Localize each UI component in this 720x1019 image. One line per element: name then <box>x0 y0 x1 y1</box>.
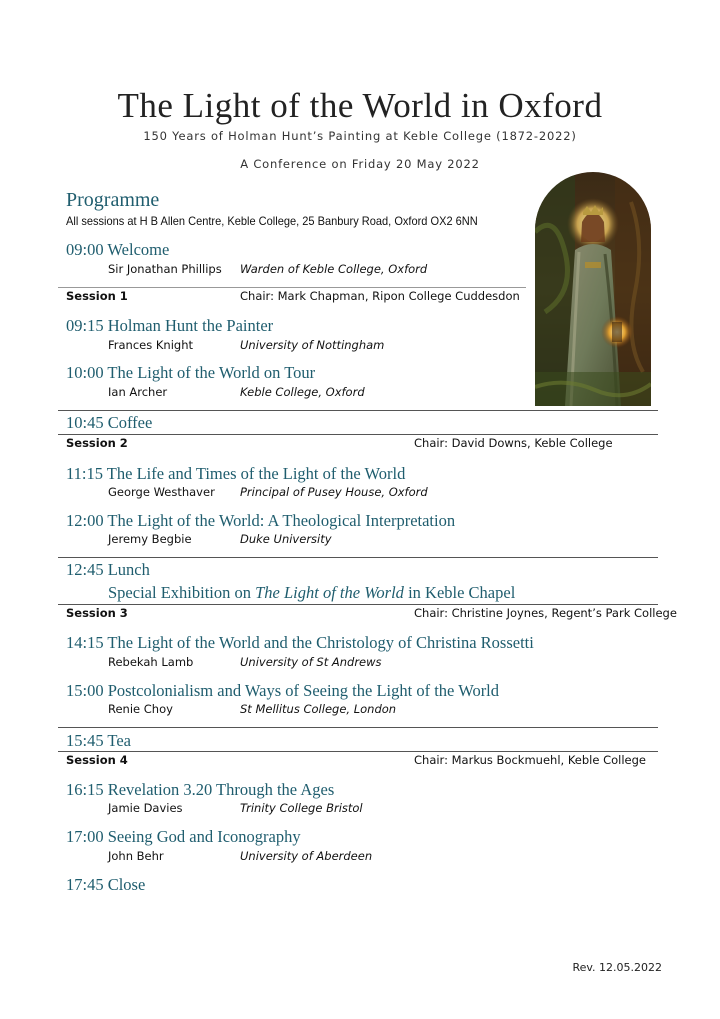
close-item: 17:45 Close <box>66 875 146 894</box>
talk-title: 14:15 The Light of the World and the Christology of Christina Rossetti <box>66 633 534 652</box>
talk-affiliation: University of Nottingham <box>240 338 385 352</box>
session-1-chair: Chair: Mark Chapman, Ripon College Cuddesdon <box>240 289 520 303</box>
welcome-affiliation: Warden of Keble College, Oxford <box>240 262 428 276</box>
divider <box>58 751 658 752</box>
programme-heading: Programme <box>66 189 160 211</box>
painting-image <box>535 172 651 406</box>
revision-date: Rev. 12.05.2022 <box>572 961 662 974</box>
talk-title: 12:00 The Light of the World: A Theological Interpretation <box>66 511 456 530</box>
light-of-the-world-painting <box>535 172 651 406</box>
talk-affiliation: Duke University <box>240 532 332 546</box>
conference-date-line: A Conference on Friday 20 May 2022 <box>240 157 480 171</box>
exhibition-notice <box>108 583 515 603</box>
talk-speaker: George Westhaver <box>108 485 215 499</box>
talk-speaker: Ian Archer <box>108 385 168 399</box>
session-3-label: Session 3 <box>66 606 128 620</box>
divider <box>58 557 658 558</box>
talk-affiliation: St Mellitus College, London <box>240 702 397 716</box>
talk-speaker: Jamie Davies <box>108 801 183 815</box>
session-4-label: Session 4 <box>66 753 128 767</box>
talk-title: 15:00 Postcolonialism and Ways of Seeing the Light of the World <box>66 681 500 700</box>
talk-title: 10:00 The Light of the World on Tour <box>66 363 316 382</box>
talk-speaker: John Behr <box>108 849 164 863</box>
divider <box>58 727 658 728</box>
talk-speaker: Frances Knight <box>108 338 194 352</box>
welcome-title: 09:00 Welcome <box>66 240 170 259</box>
talk-affiliation: Trinity College Bristol <box>240 801 363 815</box>
talk-title: 09:15 Holman Hunt the Painter <box>66 316 274 335</box>
exhibition-painting-title: The Light of the World <box>255 583 404 602</box>
divider <box>58 410 658 411</box>
talk-title: 17:00 Seeing God and Iconography <box>66 827 301 846</box>
lunch-break: 12:45 Lunch <box>66 560 150 579</box>
session-3-chair: Chair: Christine Joynes, Regent’s Park College <box>414 606 677 620</box>
tea-break: 15:45 Tea <box>66 731 131 750</box>
exhibition-prefix: Special Exhibition on <box>108 583 256 602</box>
talk-affiliation: University of St Andrews <box>240 655 382 669</box>
talk-affiliation: Principal of Pusey House, Oxford <box>240 485 428 499</box>
talk-speaker: Renie Choy <box>108 702 173 716</box>
document-subtitle: 150 Years of Holman Hunt’s Painting at Keble College (1872-2022) <box>143 129 577 143</box>
divider <box>58 604 658 605</box>
talk-title: 11:15 The Life and Times of the Light of the World <box>66 464 406 483</box>
venue-line: All sessions at H B Allen Centre, Keble College, 25 Banbury Road, Oxford OX2 6NN <box>66 214 478 228</box>
exhibition-suffix: in Keble Chapel <box>403 583 516 602</box>
coffee-break: 10:45 Coffee <box>66 413 153 432</box>
divider <box>58 287 526 288</box>
talk-title: 16:15 Revelation 3.20 Through the Ages <box>66 780 335 799</box>
document-title: The Light of the World in Oxford <box>117 86 603 125</box>
session-2-chair: Chair: David Downs, Keble College <box>414 436 613 450</box>
talk-speaker: Rebekah Lamb <box>108 655 194 669</box>
session-1-label: Session 1 <box>66 289 128 303</box>
talk-speaker: Jeremy Begbie <box>108 532 192 546</box>
session-4-chair: Chair: Markus Bockmuehl, Keble College <box>414 753 646 767</box>
welcome-speaker: Sir Jonathan Phillips <box>108 262 222 276</box>
talk-affiliation: Keble College, Oxford <box>240 385 365 399</box>
session-2-label: Session 2 <box>66 436 128 450</box>
talk-affiliation: University of Aberdeen <box>240 849 373 863</box>
divider <box>58 434 658 435</box>
